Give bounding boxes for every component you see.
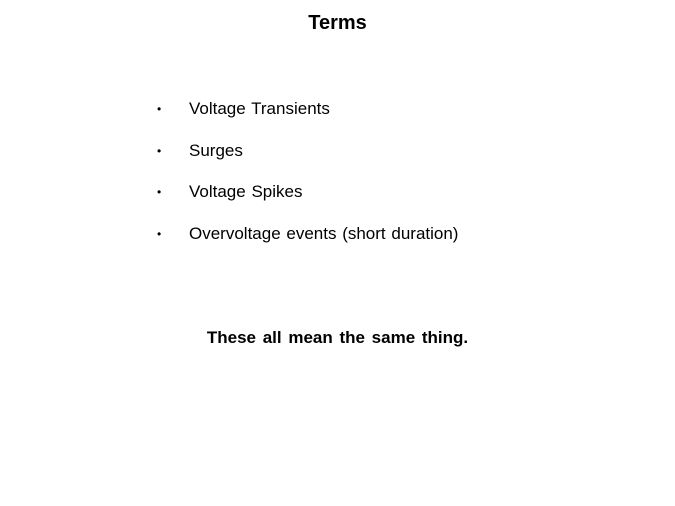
bullet-icon: • bbox=[157, 143, 162, 158]
bullet-icon: • bbox=[157, 185, 162, 200]
bullet-text: Overvoltage events (short duration) bbox=[189, 224, 459, 244]
bullet-text: Voltage Transients bbox=[189, 99, 330, 118]
bullet-icon: • bbox=[157, 102, 162, 116]
bullet-text: Surges bbox=[189, 140, 243, 160]
slide-title: Terms bbox=[308, 12, 367, 34]
bullet-icon: • bbox=[157, 227, 162, 242]
summary-note: These all mean the same thing. bbox=[206, 328, 469, 347]
bullet-text: Voltage Spikes bbox=[189, 182, 303, 202]
